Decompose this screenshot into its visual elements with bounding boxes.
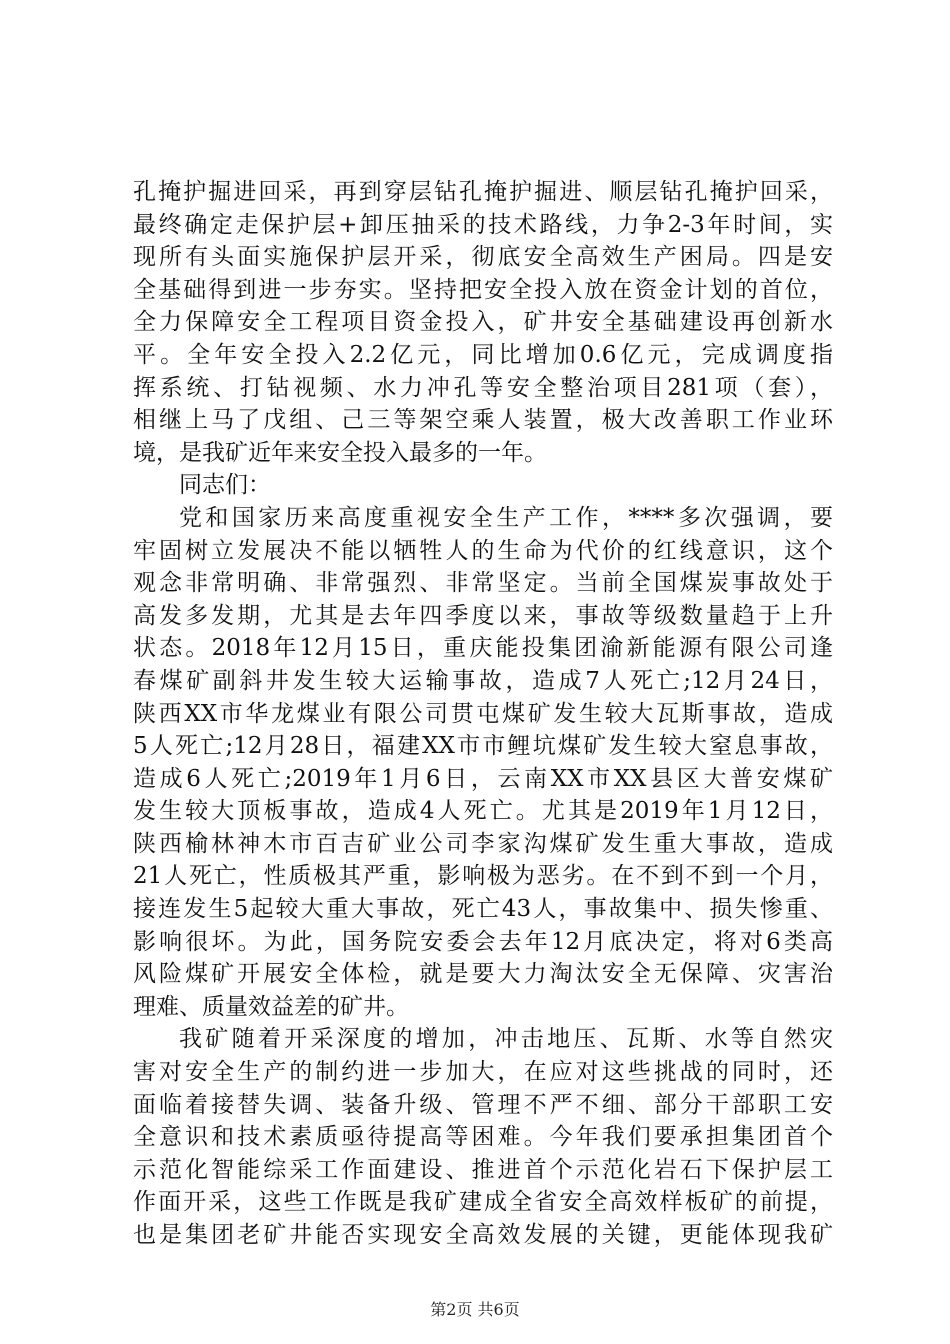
text-line: 陕西XX市华龙煤业有限公司贯屯煤矿发生较大瓦斯事故，造成 (133, 700, 833, 727)
text-line: 全意识和技术素质亟待提高等困难。今年我们要承担集团首个 (133, 1124, 833, 1151)
text-line: 示范化智能综采工作面建设、推进首个示范化岩石下保护层工 (133, 1156, 833, 1183)
text-line: 状态。2018年12月15日，重庆能投集团渝新能源有限公司逢 (133, 635, 833, 662)
text-line: 最终确定走保护层+卸压抽采的技术路线，力争2-3年时间，实 (133, 211, 833, 238)
text-line: 相继上马了戊组、己三等架空乘人装置，极大改善职工作业环 (133, 407, 833, 434)
text-line: 全基础得到进一步夯实。坚持把安全投入放在资金计划的首位， (133, 276, 833, 303)
text-line: 害对安全生产的制约进一步加大，在应对这些挑战的同时，还 (133, 1059, 833, 1086)
text-line: 21人死亡，性质极其严重，影响极为恶劣。在不到不到一个月， (133, 863, 833, 890)
text-line: 同志们： (179, 472, 271, 499)
text-line: 理难、质量效益差的矿井。 (133, 993, 409, 1020)
document-body (133, 176, 833, 1252)
text-line: 5人死亡;12月28日，福建XX市市鲤坑煤矿发生较大窒息事故， (133, 733, 833, 760)
text-line: 全力保障安全工程项目资金投入，矿井安全基础建设再创新水 (133, 309, 833, 336)
text-line: 挥系统、打钻视频、水力冲孔等安全整治项目281项（套）， (133, 374, 833, 401)
text-line: 发生较大顶板事故，造成4人死亡。尤其是2019年1月12日， (133, 798, 833, 825)
text-line: 风险煤矿开展安全体检，就是要大力淘汰安全无保障、灾害治 (133, 961, 833, 988)
text-line: 我矿随着开采深度的增加，冲击地压、瓦斯、水等自然灾 (179, 1026, 833, 1053)
text-line: 孔掩护掘进回采，再到穿层钻孔掩护掘进、顺层钻孔掩护回采， (133, 179, 833, 205)
text-line: 陕西榆林神木市百吉矿业公司李家沟煤矿发生重大事故，造成 (133, 830, 833, 857)
text-line: 春煤矿副斜井发生较大运输事故，造成7人死亡;12月24日， (133, 667, 833, 694)
text-line: 现所有头面实施保护层开采，彻底安全高效生产困局。四是安 (133, 244, 833, 271)
text-line: 影响很坏。为此，国务院安委会去年12月底决定，将对6类高 (133, 928, 833, 955)
text-line: 平。全年安全投入2.2亿元，同比增加0.6亿元，完成调度指 (133, 341, 833, 368)
text-line: 造成6人死亡;2019年1月6日，云南XX市XX县区大普安煤矿 (133, 765, 833, 792)
text-line: 境，是我矿近年来安全投入最多的一年。 (133, 439, 547, 466)
page-footer: 第2页 共6页 (430, 1300, 520, 1319)
text-line: 面临着接替失调、装备升级、管理不严不细、部分干部职工安 (133, 1091, 833, 1118)
text-line: 牢固树立发展决不能以牺牲人的生命为代价的红线意识，这个 (133, 537, 833, 564)
text-line: 也是集团老矿井能否实现安全高效发展的关键，更能体现我矿 (133, 1222, 833, 1248)
text-line: 接连发生5起较大重大事故，死亡43人，事故集中、损失惨重、 (133, 896, 833, 923)
text-line: 高发多发期，尤其是去年四季度以来，事故等级数量趋于上升 (133, 602, 833, 629)
text-line: 观念非常明确、非常强烈、非常坚定。当前全国煤炭事故处于 (133, 570, 833, 597)
text-line: 党和国家历来高度重视安全生产工作，****多次强调，要 (179, 504, 833, 531)
text-line: 作面开采，这些工作既是我矿建成全省安全高效样板矿的前提， (133, 1189, 833, 1216)
